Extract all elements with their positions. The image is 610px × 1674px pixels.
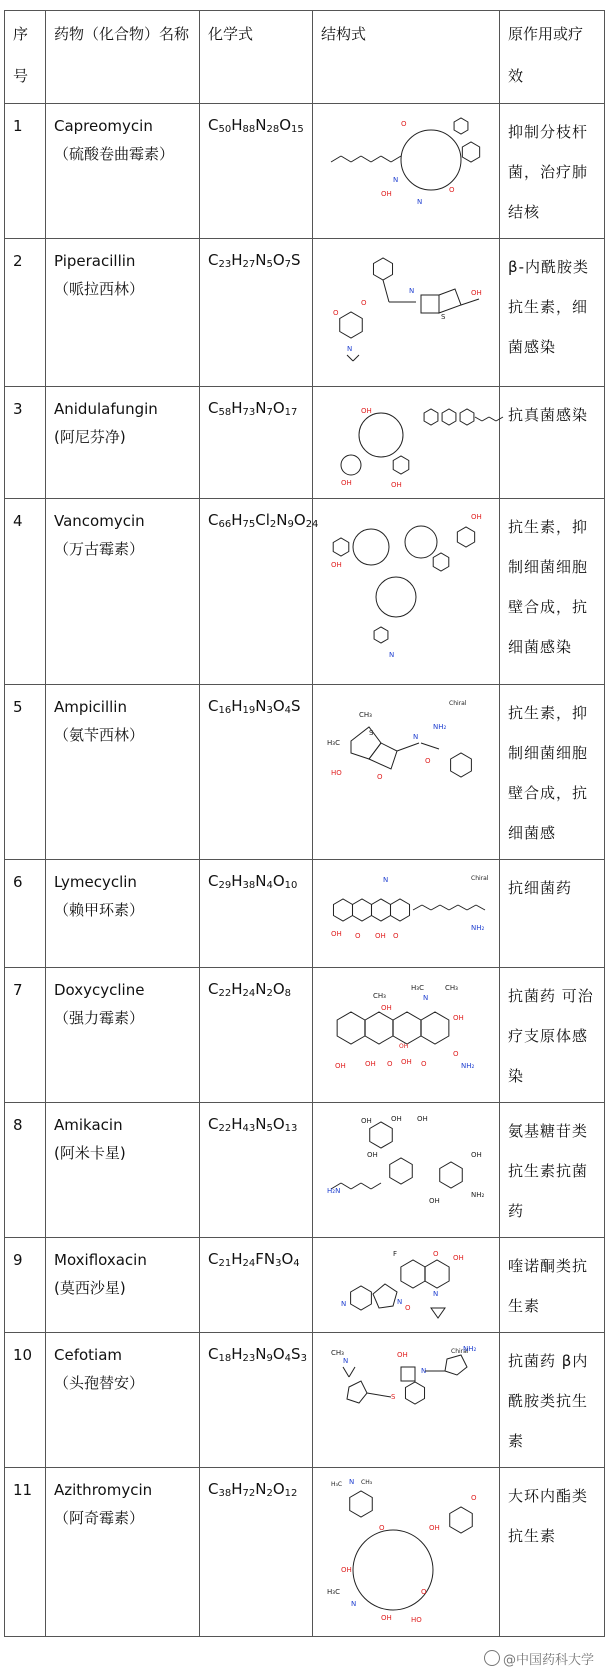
svg-text:CH₃: CH₃ [445, 984, 458, 992]
svg-text:Chiral: Chiral [471, 875, 489, 882]
formula-element: N [255, 1480, 267, 1498]
svg-text:OH: OH [471, 289, 482, 297]
drug-name-cell [46, 1333, 200, 1468]
structure-cell [313, 685, 500, 860]
formula-element: N [255, 697, 267, 715]
svg-text:O: O [433, 1250, 439, 1258]
formula-count: 17 [284, 407, 298, 418]
svg-text:N: N [417, 198, 423, 206]
svg-text:OH: OH [391, 481, 402, 489]
table-row [5, 1333, 605, 1468]
svg-text:CH₃: CH₃ [331, 1349, 344, 1357]
structure-diagram [321, 507, 491, 665]
formula-count: 22 [218, 988, 232, 999]
formula-element: N [255, 116, 267, 134]
svg-text:NH₂: NH₂ [471, 924, 485, 932]
drug-effect: β-内酰胺类抗生素，细菌感染 [500, 239, 605, 387]
formula-element: H [231, 116, 243, 134]
drug-name-cn: （赖甲环素） [54, 901, 145, 919]
row-index: 2 [5, 239, 46, 387]
formula-element: N [255, 1345, 267, 1363]
svg-text:OH: OH [381, 190, 392, 198]
svg-text:HO: HO [411, 1616, 422, 1624]
svg-text:OH: OH [367, 1151, 378, 1159]
drug-name-en: Capreomycin [54, 117, 153, 135]
row-index: 7 [5, 968, 46, 1103]
svg-text:OH: OH [341, 1566, 352, 1574]
formula-element: C [208, 872, 219, 890]
formula-count: 9 [287, 519, 294, 530]
chemical-formula [200, 387, 313, 499]
formula-count: 24 [242, 988, 256, 999]
svg-text:OH: OH [453, 1014, 464, 1022]
formula-element: N [255, 872, 267, 890]
structure-diagram [321, 1476, 491, 1630]
drug-effect: 喹诺酮类抗生素 [500, 1238, 605, 1333]
svg-text:O: O [333, 309, 339, 317]
chemical-formula [200, 1238, 313, 1333]
drug-name-cell [46, 968, 200, 1103]
drug-name-cn: （硫酸卷曲霉素） [54, 145, 175, 163]
svg-text:O: O [361, 299, 367, 307]
formula-count: 12 [284, 1488, 298, 1499]
formula-element: H [231, 1345, 243, 1363]
drug-name-en: Piperacillin [54, 252, 136, 270]
formula-element: O [272, 1115, 285, 1133]
structure-cell [313, 1238, 500, 1333]
svg-text:N: N [409, 287, 415, 295]
header-name: 药物（化合物）名称 [46, 11, 200, 104]
drug-name-en: Moxifloxacin [54, 1251, 147, 1269]
formula-element: C [208, 1345, 219, 1363]
formula-element: C [208, 697, 219, 715]
drug-name-cell [46, 860, 200, 968]
svg-text:OH: OH [375, 932, 386, 940]
row-index: 4 [5, 499, 46, 685]
structure-cell [313, 860, 500, 968]
structure-diagram [321, 395, 491, 489]
structure-diagram [321, 1111, 491, 1209]
formula-count: 16 [218, 705, 232, 716]
formula-count: 4 [284, 1353, 292, 1364]
structure-diagram [321, 1246, 491, 1326]
drug-name-en: Ampicillin [54, 698, 127, 716]
formula-element: Cl [255, 511, 270, 529]
formula-element: C [208, 1115, 219, 1133]
formula-count: 4 [284, 705, 292, 716]
svg-text:HO: HO [331, 769, 342, 777]
svg-text:NH₂: NH₂ [461, 1062, 475, 1070]
formula-count: 18 [218, 1353, 232, 1364]
structure-diagram [321, 693, 491, 793]
drug-effect: 抗真菌感染 [500, 387, 605, 499]
formula-element: C [208, 116, 219, 134]
svg-text:N: N [341, 1300, 347, 1308]
header-formula: 化学式 [200, 11, 313, 104]
drug-name-cell [46, 499, 200, 685]
svg-text:O: O [379, 1524, 385, 1532]
formula-element: C [208, 251, 219, 269]
table-row [5, 968, 605, 1103]
formula-element: H [231, 980, 243, 998]
drug-name-cell [46, 387, 200, 499]
svg-text:NH₂: NH₂ [463, 1345, 477, 1353]
formula-count: 58 [218, 407, 232, 418]
formula-element: F [255, 1250, 264, 1268]
formula-count: 73 [242, 407, 256, 418]
svg-text:OH: OH [381, 1614, 392, 1622]
drug-effect: 大环内酯类抗生素 [500, 1468, 605, 1637]
drug-name-cell [46, 1238, 200, 1333]
formula-element: N [255, 980, 267, 998]
formula-count: 38 [242, 880, 256, 891]
svg-text:OH: OH [361, 407, 372, 415]
formula-element: C [208, 1250, 219, 1268]
formula-element: H [231, 1480, 243, 1498]
formula-element: O [272, 399, 285, 417]
drug-name-cn: (莫西沙星) [54, 1279, 126, 1297]
formula-count: 7 [266, 407, 273, 418]
svg-text:CH₃: CH₃ [359, 711, 372, 719]
formula-element: O [272, 1480, 285, 1498]
formula-element: H [231, 511, 243, 529]
svg-text:OH: OH [417, 1115, 428, 1123]
formula-count: 72 [242, 1488, 256, 1499]
svg-text:O: O [401, 120, 407, 128]
formula-element: N [255, 399, 267, 417]
formula-element: S [291, 251, 301, 269]
formula-element: O [272, 697, 285, 715]
chemical-formula [200, 499, 319, 685]
structure-diagram [321, 976, 491, 1076]
svg-text:NH₂: NH₂ [433, 723, 447, 731]
drug-table [4, 10, 605, 1637]
svg-text:N: N [349, 1478, 355, 1486]
formula-count: 28 [266, 124, 280, 135]
drug-effect: 氨基糖苷类抗生素抗菌药 [500, 1103, 605, 1238]
row-index: 9 [5, 1238, 46, 1333]
formula-count: 3 [275, 1258, 282, 1269]
svg-text:O: O [421, 1060, 427, 1068]
svg-text:OH: OH [331, 561, 342, 569]
drug-effect: 抑制分枝杆菌，治疗肺结核 [500, 104, 605, 239]
drug-name-cn: （阿奇霉素） [54, 1509, 145, 1527]
table-row [5, 387, 605, 499]
table-row [5, 499, 605, 685]
formula-element: H [231, 872, 243, 890]
formula-count: 21 [218, 1258, 232, 1269]
drug-name-cell [46, 685, 200, 860]
drug-name-en: Azithromycin [54, 1481, 153, 1499]
drug-name-cell [46, 1468, 200, 1637]
svg-text:H₃C: H₃C [411, 984, 424, 992]
table-row [5, 239, 605, 387]
svg-text:OH: OH [361, 1117, 372, 1125]
table-row [5, 685, 605, 860]
svg-text:H₃C: H₃C [327, 739, 340, 747]
drug-name-cell [46, 104, 200, 239]
table-row [5, 1238, 605, 1333]
formula-count: 66 [218, 519, 232, 530]
svg-text:O: O [449, 186, 455, 194]
watermark: @中国药科大学 [484, 1649, 594, 1668]
svg-text:F: F [393, 1250, 398, 1258]
drug-name-cn: （头孢替安） [54, 1374, 145, 1392]
drug-name-cell [46, 239, 200, 387]
formula-count: 4 [266, 880, 273, 891]
row-index: 6 [5, 860, 46, 968]
svg-text:N: N [343, 1357, 349, 1365]
drug-name-cn: （万古霉素） [54, 540, 145, 558]
chemical-formula [200, 685, 313, 860]
formula-count: 24 [242, 1258, 256, 1269]
svg-text:OH: OH [391, 1115, 402, 1123]
table-header-row [5, 11, 605, 104]
svg-text:OH: OH [453, 1254, 464, 1262]
formula-count: 2 [269, 519, 277, 530]
row-index: 1 [5, 104, 46, 239]
formula-element: C [208, 1480, 219, 1498]
svg-text:OH: OH [381, 1004, 392, 1012]
svg-text:N: N [397, 1298, 403, 1306]
svg-text:S: S [369, 729, 374, 737]
formula-element: O [281, 1250, 294, 1268]
formula-count: 3 [300, 1353, 307, 1364]
drug-name-cn: （氨苄西林） [54, 726, 145, 744]
formula-element: N [255, 1115, 267, 1133]
formula-element: H [231, 251, 243, 269]
formula-element: O [272, 872, 285, 890]
structure-cell [313, 968, 500, 1103]
svg-text:O: O [355, 932, 361, 940]
svg-text:OH: OH [429, 1524, 440, 1532]
svg-text:CH₃: CH₃ [361, 1479, 373, 1486]
svg-text:S: S [441, 313, 446, 321]
svg-text:OH: OH [471, 1151, 482, 1159]
row-index: 5 [5, 685, 46, 860]
svg-text:OH: OH [331, 930, 342, 938]
formula-element: N [263, 1250, 276, 1268]
svg-text:H₂N: H₂N [327, 1187, 341, 1195]
formula-element: C [208, 980, 219, 998]
row-index: 11 [5, 1468, 46, 1637]
formula-element: O [279, 116, 292, 134]
formula-count: 9 [266, 1353, 273, 1364]
svg-text:N: N [423, 994, 429, 1002]
chemical-formula [200, 860, 313, 968]
drug-name-en: Lymecyclin [54, 873, 137, 891]
formula-element: O [272, 1345, 285, 1363]
formula-count: 27 [242, 259, 256, 270]
row-index: 10 [5, 1333, 46, 1468]
drug-effect: 抗菌药 β内酰胺类抗生素 [500, 1333, 605, 1468]
svg-text:H₃C: H₃C [327, 1588, 340, 1596]
formula-count: 23 [242, 1353, 256, 1364]
formula-count: 38 [218, 1488, 232, 1499]
drug-effect: 抗生素，抑制细菌细胞壁合成，抗细菌感染 [500, 499, 605, 685]
formula-element: O [272, 980, 285, 998]
formula-count: 88 [242, 124, 256, 135]
header-index: 序号 [5, 11, 46, 104]
svg-text:NH₂: NH₂ [471, 1191, 485, 1199]
formula-count: 13 [284, 1123, 298, 1134]
svg-text:N: N [347, 345, 353, 353]
formula-count: 29 [218, 880, 232, 891]
svg-text:N: N [383, 876, 389, 884]
structure-cell [313, 499, 500, 685]
drug-name-en: Anidulafungin [54, 400, 158, 418]
formula-count: 19 [242, 705, 256, 716]
chemical-formula [200, 1103, 313, 1238]
formula-count: 7 [284, 259, 292, 270]
svg-text:O: O [453, 1050, 459, 1058]
svg-text:O: O [471, 1494, 477, 1502]
formula-count: 22 [218, 1123, 232, 1134]
svg-text:OH: OH [429, 1197, 440, 1205]
svg-text:OH: OH [397, 1351, 408, 1359]
header-effect: 原作用或疗效 [500, 11, 605, 104]
svg-text:N: N [433, 1290, 439, 1298]
row-index: 3 [5, 387, 46, 499]
drug-name-cell [46, 1103, 200, 1238]
drug-effect: 抗菌药 可治疗支原体感染 [500, 968, 605, 1103]
svg-text:O: O [421, 1588, 427, 1596]
formula-count: 4 [293, 1258, 300, 1269]
formula-element: O [293, 511, 306, 529]
drug-effect: 抗细菌药 [500, 860, 605, 968]
svg-text:O: O [393, 932, 399, 940]
svg-text:O: O [425, 757, 431, 765]
svg-text:OH: OH [341, 479, 352, 487]
svg-text:Chiral: Chiral [449, 700, 467, 707]
header-structure: 结构式 [313, 11, 500, 104]
formula-element: S [291, 697, 301, 715]
table-row [5, 1468, 605, 1637]
structure-cell [313, 1468, 500, 1637]
svg-text:OH: OH [365, 1060, 376, 1068]
drug-name-en: Doxycycline [54, 981, 145, 999]
drug-name-cn: (阿米卡星) [54, 1144, 126, 1162]
chemical-formula [200, 968, 313, 1103]
structure-diagram [321, 1341, 491, 1425]
svg-text:OH: OH [399, 1043, 409, 1050]
formula-element: O [272, 251, 285, 269]
formula-count: 10 [284, 880, 298, 891]
svg-text:S: S [391, 1393, 396, 1401]
drug-effect: 抗生素，抑制细菌细胞壁合成，抗细菌感 [500, 685, 605, 860]
structure-diagram [321, 112, 491, 206]
structure-diagram [321, 868, 491, 948]
chemical-formula [200, 1333, 313, 1468]
formula-element: H [231, 1250, 243, 1268]
structure-cell [313, 1333, 500, 1468]
formula-element: S [291, 1345, 301, 1363]
formula-element: H [231, 697, 243, 715]
formula-element: N [255, 251, 267, 269]
formula-count: 24 [305, 519, 319, 530]
formula-count: 3 [266, 705, 273, 716]
svg-text:Chiral: Chiral [451, 1348, 469, 1355]
svg-text:N: N [351, 1600, 357, 1608]
drug-name-en: Cefotiam [54, 1346, 123, 1364]
drug-name-en: Vancomycin [54, 512, 145, 530]
formula-element: C [208, 511, 219, 529]
drug-name-cn: （强力霉素） [54, 1009, 145, 1027]
structure-cell [313, 239, 500, 387]
svg-text:OH: OH [401, 1058, 412, 1066]
svg-text:O: O [377, 773, 383, 781]
formula-count: 5 [266, 1123, 273, 1134]
structure-cell [313, 387, 500, 499]
formula-element: H [231, 1115, 243, 1133]
weibo-icon [484, 1650, 500, 1666]
formula-count: 23 [218, 259, 232, 270]
formula-count: 75 [242, 519, 256, 530]
formula-count: 50 [218, 124, 232, 135]
chemical-formula [200, 239, 313, 387]
structure-cell [313, 104, 500, 239]
structure-diagram [321, 247, 491, 367]
drug-name-cn: (阿尼芬净) [54, 428, 126, 446]
formula-element: C [208, 399, 219, 417]
structure-cell [313, 1103, 500, 1238]
formula-count: 8 [284, 988, 292, 999]
svg-text:CH₃: CH₃ [373, 992, 386, 1000]
svg-text:N: N [393, 176, 399, 184]
drug-name-en: Amikacin [54, 1116, 123, 1134]
svg-text:N: N [421, 1367, 427, 1375]
svg-text:N: N [413, 733, 419, 741]
table-row [5, 860, 605, 968]
formula-element: H [231, 399, 243, 417]
svg-text:O: O [387, 1060, 393, 1068]
formula-element: N [276, 511, 288, 529]
formula-count: 5 [266, 259, 273, 270]
formula-count: 15 [291, 124, 304, 135]
svg-text:OH: OH [335, 1062, 346, 1070]
row-index: 8 [5, 1103, 46, 1238]
table-row [5, 104, 605, 239]
formula-count: 2 [266, 1488, 273, 1499]
chemical-formula [200, 104, 313, 239]
formula-count: 43 [242, 1123, 256, 1134]
svg-text:O: O [405, 1304, 411, 1312]
svg-text:N: N [389, 651, 395, 659]
svg-text:H₃C: H₃C [331, 1481, 343, 1488]
formula-count: 2 [266, 988, 273, 999]
table-row [5, 1103, 605, 1238]
drug-name-cn: （哌拉西林） [54, 280, 145, 298]
chemical-formula [200, 1468, 313, 1637]
svg-text:OH: OH [471, 513, 482, 521]
